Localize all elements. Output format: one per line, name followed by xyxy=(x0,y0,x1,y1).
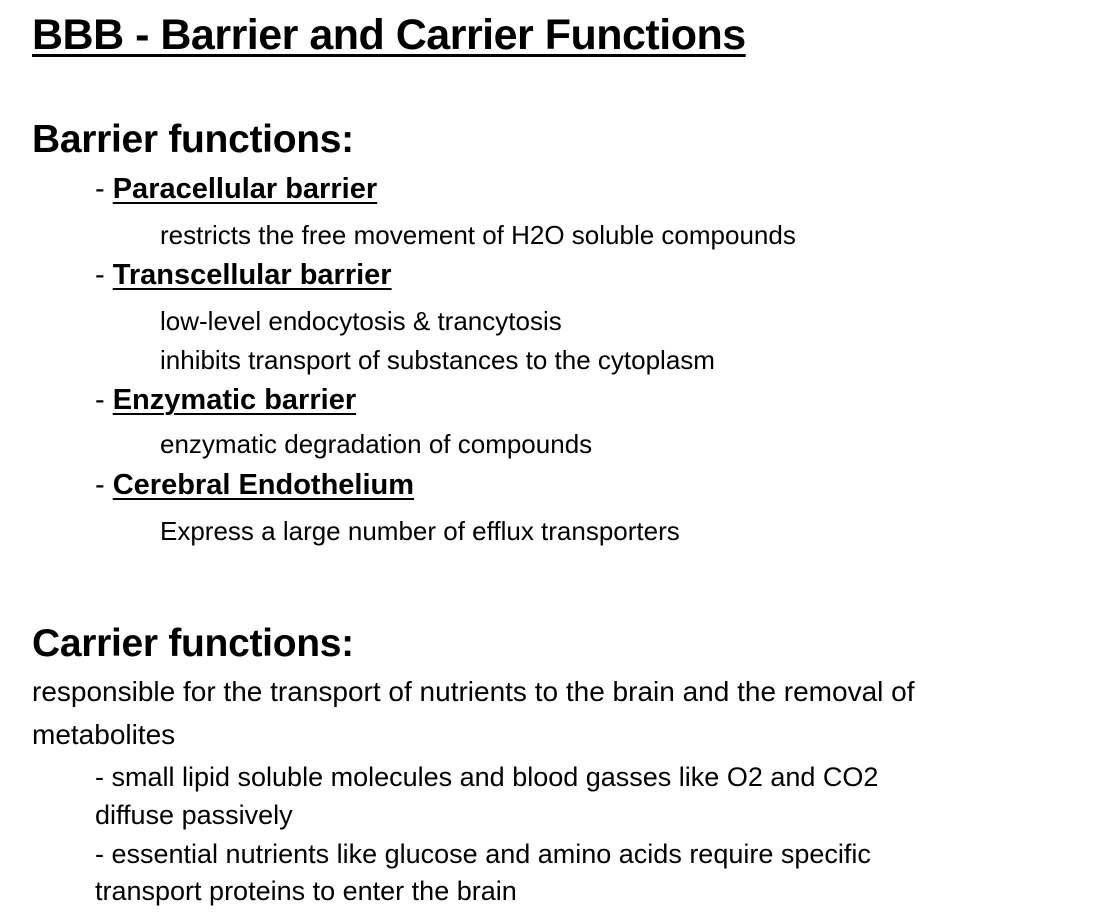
barrier-item-name: Enzymatic barrier xyxy=(112,384,357,416)
carrier-intro-text: responsible for the transport of nutrients to the brain and the removal of xyxy=(32,676,915,707)
bullet-dash: - xyxy=(95,173,113,205)
barrier-item-description: enzymatic degradation of compounds xyxy=(160,429,593,459)
bullet-dash: - xyxy=(95,469,113,501)
barrier-item-enzymatic xyxy=(95,386,356,415)
barrier-item-name: Transcellular barrier xyxy=(112,259,392,291)
barrier-item-transcellular xyxy=(95,261,392,290)
barrier-item-cerebral-endothelium xyxy=(95,471,414,500)
barrier-item-paracellular xyxy=(95,175,377,204)
carrier-item-text: - small lipid soluble molecules and blood gasses like O2 and CO2 xyxy=(95,762,879,792)
carrier-item-text: diffuse passively xyxy=(95,800,293,830)
barrier-item-description: restricts the free movement of H2O soluble compounds xyxy=(160,220,796,250)
barrier-functions-heading: Barrier functions: xyxy=(32,118,354,161)
page-title: BBB - Barrier and Carrier Functions xyxy=(32,11,746,59)
carrier-intro-text: metabolites xyxy=(32,719,176,750)
bullet-dash: - xyxy=(95,384,113,416)
carrier-item-text: - essential nutrients like glucose and amino acids require specific xyxy=(95,839,871,869)
barrier-item-description: Express a large number of efflux transporters xyxy=(160,516,680,546)
barrier-item-description: low-level endocytosis & trancytosis xyxy=(160,306,562,336)
carrier-item-text: transport proteins to enter the brain xyxy=(95,876,517,906)
barrier-item-description: inhibits transport of substances to the cytoplasm xyxy=(160,345,715,375)
barrier-item-name: Paracellular barrier xyxy=(112,173,378,205)
bullet-dash: - xyxy=(95,259,113,291)
barrier-item-name: Cerebral Endothelium xyxy=(112,469,415,501)
carrier-functions-heading: Carrier functions: xyxy=(32,622,354,665)
